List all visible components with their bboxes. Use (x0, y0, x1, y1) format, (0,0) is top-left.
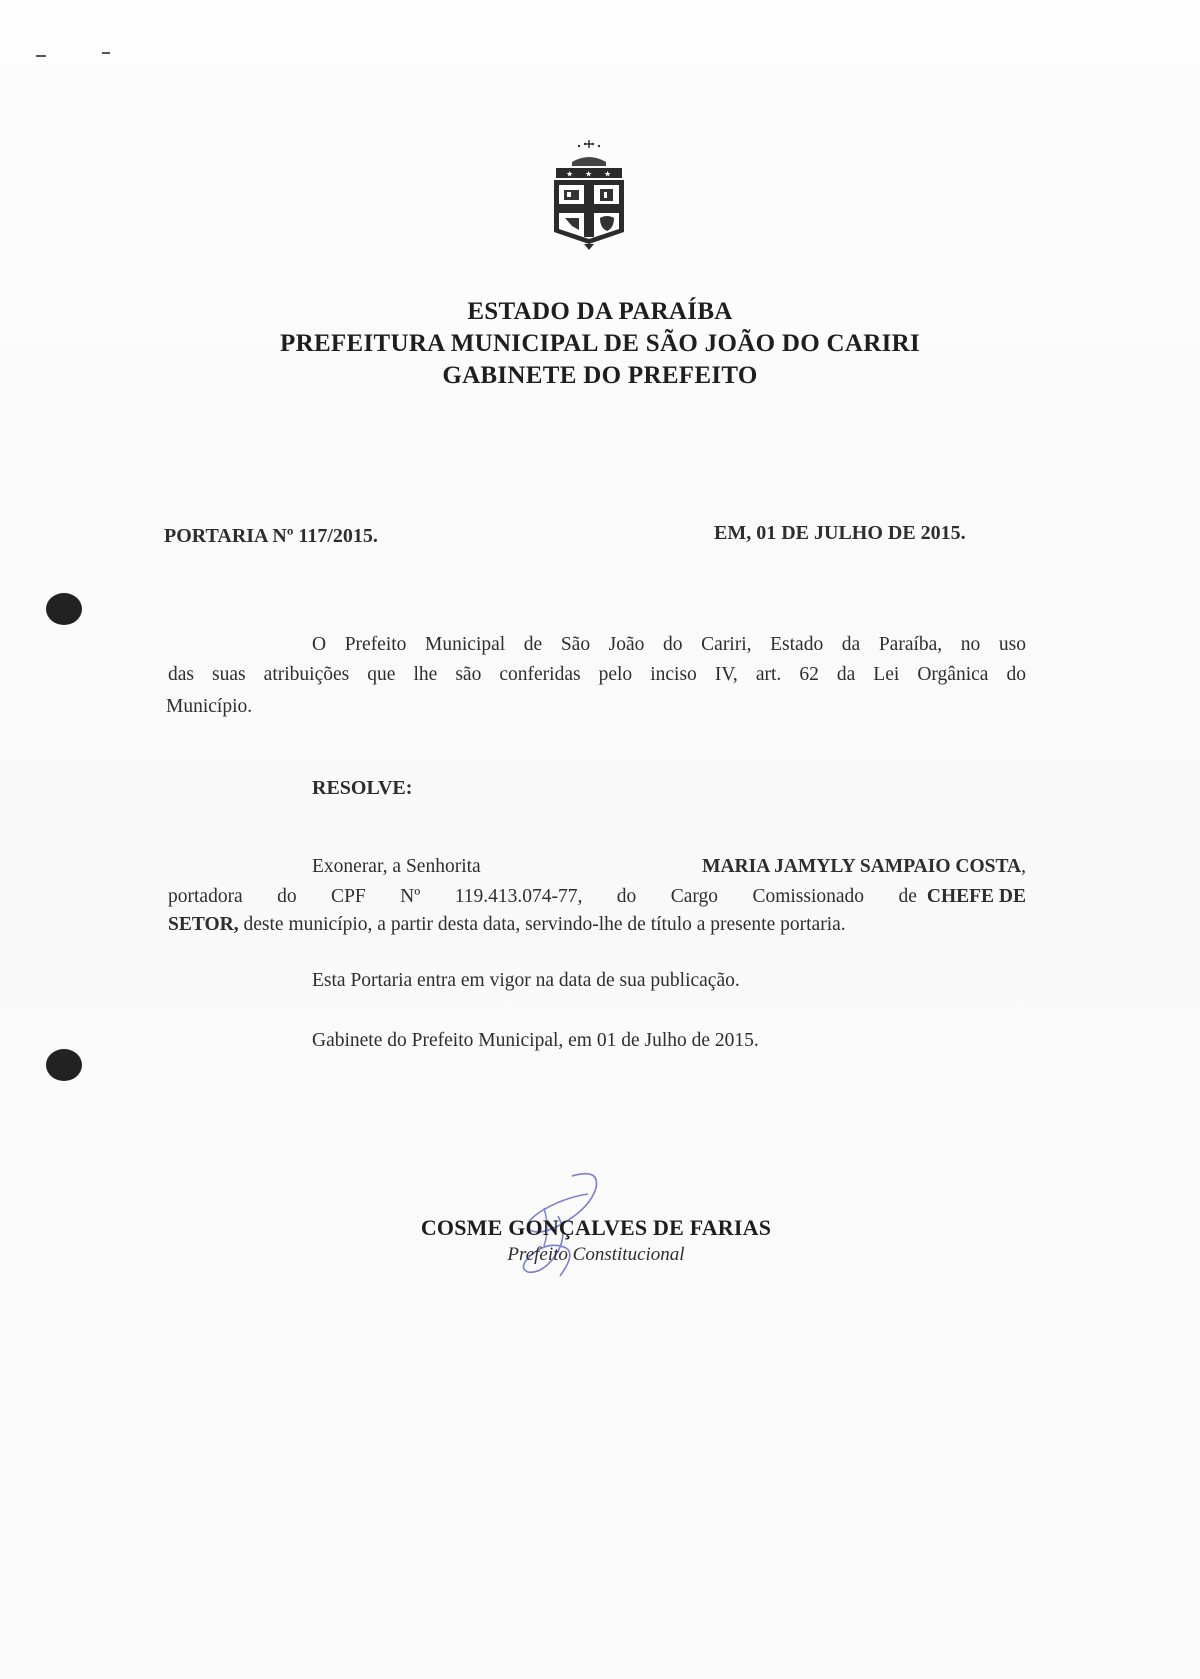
header-state: ESTADO DA PARAÍBA (467, 298, 733, 325)
svg-text:★: ★ (604, 169, 612, 179)
punch-hole (46, 1049, 82, 1081)
body-line-1-pre: Exonerar, a Senhorita (312, 856, 481, 877)
resolve-heading: RESOLVE: (312, 777, 413, 799)
punch-hole (46, 593, 82, 625)
svg-text:★: ★ (566, 169, 574, 179)
portaria-date: EM, 01 DE JULHO DE 2015. (714, 522, 966, 544)
coat-of-arms-icon (546, 140, 632, 252)
person-name-comma: , (1021, 856, 1026, 877)
body-line-3-post: deste município, a partir desta data, servindo-lhe de título a presente portaria. (243, 914, 846, 935)
preamble-line-1: O Prefeito Municipal de São João do Cariri, Estado da Paraíba, no uso (312, 634, 1026, 655)
body-line-2-pre: portadora do CPF Nº 119.413.074-77, do Cargo Comissionado de (168, 886, 917, 907)
header-office: GABINETE DO PREFEITO (442, 362, 758, 389)
cargo-name-part-2: SETOR, (168, 914, 239, 935)
signer-title: Prefeito Constitucional (507, 1244, 685, 1265)
scan-mark (102, 52, 110, 54)
body-line-2 (168, 886, 1026, 908)
scan-mark (36, 55, 46, 57)
signer-name: COSME GONÇALVES DE FARIAS (420, 1215, 772, 1240)
preamble-line-2: das suas atribuições que lhe são conferidas pelo inciso IV, art. 62 da Lei Orgânica do (168, 664, 1026, 685)
body-line-1 (312, 856, 1026, 878)
closing-sentence: Gabinete do Prefeito Municipal, em 01 de Julho de 2015. (312, 1030, 759, 1051)
portaria-number: PORTARIA Nº 117/2015. (164, 525, 378, 547)
svg-text:★: ★ (585, 169, 593, 179)
cargo-name-part-1: CHEFE DE (926, 886, 1026, 907)
body-line-3 (168, 914, 846, 936)
header-municipality: PREFEITURA MUNICIPAL DE SÃO JOÃO DO CARIRI (280, 330, 920, 357)
person-name-text: MARIA JAMYLY SAMPAIO COSTA (702, 856, 1022, 877)
person-name (702, 856, 1026, 878)
vigor-sentence: Esta Portaria entra em vigor na data de sua publicação. (312, 970, 740, 991)
preamble-line-3: Município. (166, 696, 253, 717)
